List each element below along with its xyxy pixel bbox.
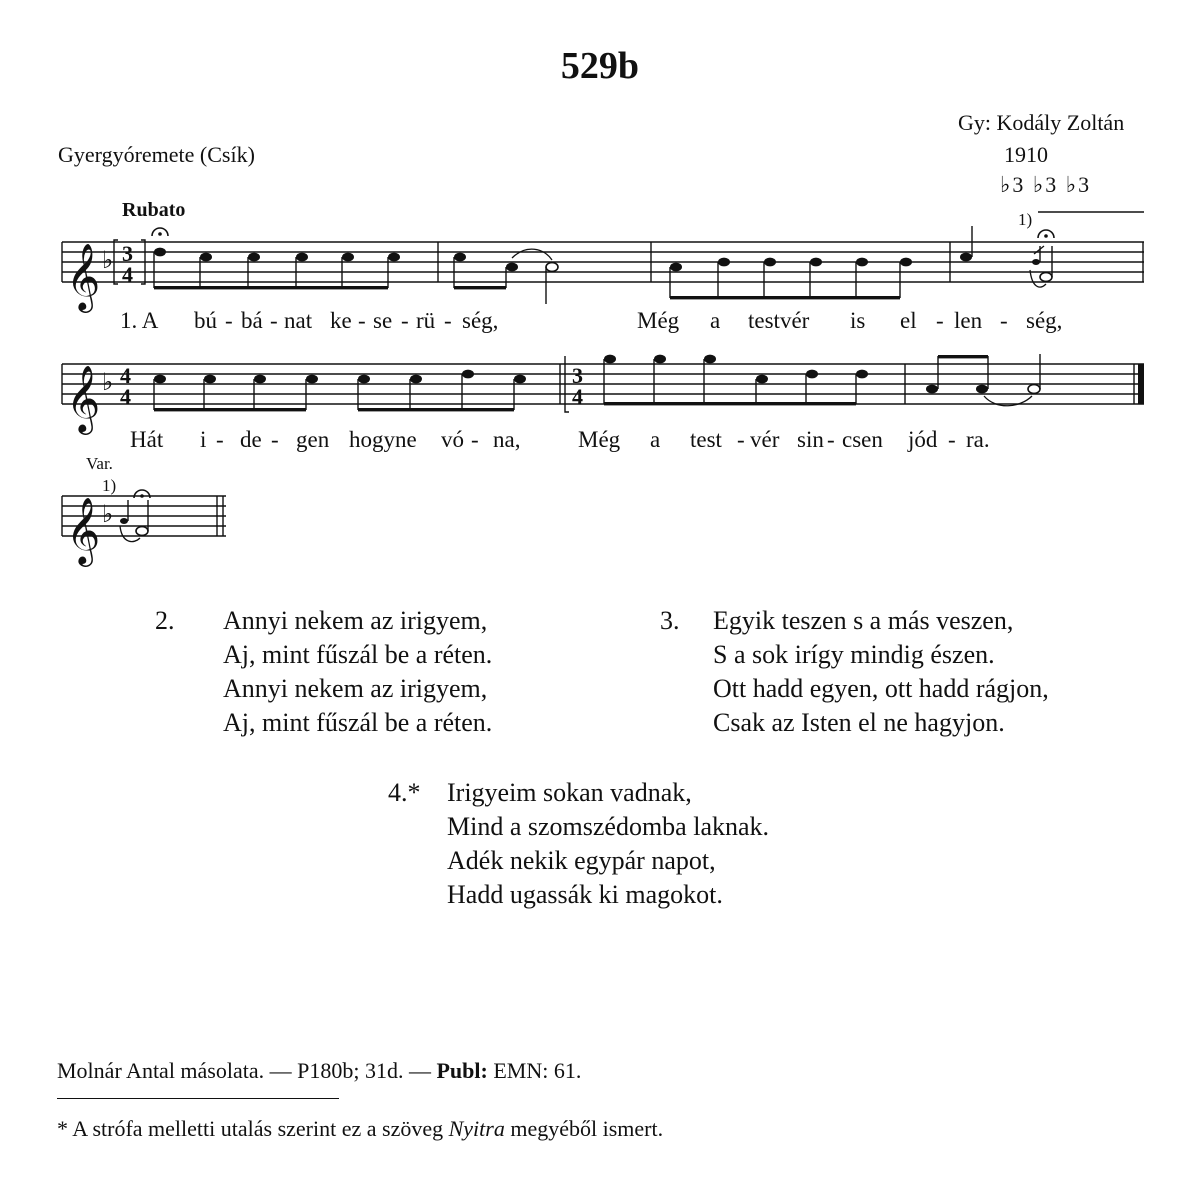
lyric-syllable: rü [416, 308, 436, 333]
footnote-divider [57, 1098, 339, 1099]
stanza-number: 3. [660, 606, 680, 635]
stanza-line: Adék nekik egypár napot, [447, 846, 716, 875]
lyric-syllable: ség, [1026, 308, 1063, 333]
lyric-syllable: Hát [130, 427, 164, 452]
lyric-syllable: nat [284, 308, 313, 333]
svg-text:♭: ♭ [102, 500, 114, 528]
lyric-syllable: sin [797, 427, 824, 452]
lyric-syllable: el [900, 308, 917, 333]
lyric-syllable: test [690, 427, 722, 452]
place-label: Gyergyóremete (Csík) [58, 142, 255, 167]
lyric-hyphen: - [270, 308, 278, 333]
lyric-syllable: gen [296, 427, 330, 452]
lyric-syllable: len [954, 308, 983, 333]
stanza-line: Aj, mint fűszál be a réten. [223, 640, 493, 669]
lyric-syllable: csen [842, 427, 883, 452]
lyric-hyphen: - [216, 427, 224, 452]
lyric-syllable: a [710, 308, 721, 333]
lyric-syllable: ra. [966, 427, 990, 452]
lyric-syllable: de [240, 427, 262, 452]
svg-text:4: 4 [120, 363, 131, 388]
svg-text:3: 3 [122, 241, 133, 266]
footnote-ref: 1) [1018, 210, 1033, 229]
lyric-hyphen: - [358, 308, 366, 333]
svg-text:3: 3 [572, 363, 583, 388]
svg-text:4: 4 [572, 384, 583, 409]
svg-text:𝄞: 𝄞 [66, 496, 101, 564]
stanza-line: S a sok irígy mindig észen. [713, 640, 995, 669]
footnote [57, 1116, 663, 1142]
lyric-hyphen: - [936, 308, 944, 333]
publ-label: Publ: [436, 1058, 488, 1083]
footnote-italic: Nyitra [448, 1116, 505, 1141]
tempo-label: Rubato [122, 199, 186, 221]
lyric-syllable: testvér [748, 308, 810, 333]
lyric-syllable: ke [330, 308, 352, 333]
stanza-line: Aj, mint fűszál be a réten. [223, 708, 493, 737]
svg-text:♭: ♭ [102, 246, 114, 274]
lyric-hyphen: - [271, 427, 279, 452]
collector-label: Gy: Kodály Zoltán [958, 110, 1125, 135]
lyric-hyphen: - [401, 308, 409, 333]
stanza-line: Ott hadd egyen, ott hadd rágjon, [713, 674, 1049, 703]
footnote-mark: * [57, 1116, 68, 1141]
stanza-line: Csak az Isten el ne hagyjon. [713, 708, 1005, 737]
svg-text:♭: ♭ [102, 368, 114, 396]
lyric-syllable: na, [493, 427, 521, 452]
stanza-3 [713, 604, 1049, 740]
source-text: Molnár Antal másolata. — P180b; 31d. — [57, 1058, 437, 1083]
lyric-syllable: se [373, 308, 393, 333]
lyric-syllable: bá [241, 308, 263, 333]
lyric-syllable: a [650, 427, 661, 452]
stanza-number: 4.* [388, 778, 421, 807]
stanza-line: Hadd ugassák ki magokot. [447, 880, 723, 909]
stanza-2 [223, 604, 492, 740]
lyric-syllable: is [850, 308, 866, 333]
lyric-hyphen: - [471, 427, 479, 452]
footnote-text: A strófa melletti utalás szerint ez a szöveg [68, 1116, 449, 1141]
variant-ref: 1) [102, 476, 117, 495]
lyric-syllable: Még [578, 427, 621, 452]
stanza-line: Egyik teszen s a más veszen, [713, 606, 1014, 635]
lyric-hyphen: - [948, 427, 956, 452]
publ-value: EMN: 61. [487, 1058, 582, 1083]
lyric-syllable: jód [908, 427, 938, 452]
scale-mark: ♭3 ♭3 ♭3 [1000, 172, 1092, 197]
lyric-syllable: vér [750, 427, 780, 452]
stanza-line: Annyi nekem az irigyem, [223, 674, 488, 703]
lyric-syllable: i [200, 427, 207, 452]
stanza-line: Irigyeim sokan vadnak, [447, 778, 692, 807]
lyric-syllable: bú [194, 308, 217, 333]
lyric-syllable: Még [637, 308, 680, 333]
lyric-hyphen: - [444, 308, 452, 333]
stanza-line: Mind a szomszédomba laknak. [447, 812, 770, 841]
svg-text:4: 4 [122, 262, 133, 287]
stanza-4 [447, 776, 769, 912]
svg-text:𝄞: 𝄞 [66, 364, 101, 432]
source-note [57, 1058, 581, 1084]
year-label: 1910 [1004, 142, 1048, 167]
lyric-hyphen: - [225, 308, 233, 333]
lyric-syllable: hogyne [349, 427, 417, 452]
lyric-hyphen: - [737, 427, 745, 452]
variant-label: Var. [86, 454, 113, 473]
stanza-number: 2. [155, 606, 175, 635]
stanza-line: Annyi nekem az irigyem, [223, 606, 488, 635]
lyric-syllable: vó [441, 427, 464, 452]
svg-text:𝄞: 𝄞 [66, 242, 101, 310]
lyric-hyphen: - [827, 427, 835, 452]
lyric-syllable: 1. A [120, 308, 159, 333]
footnote-text-end: megyéből ismert. [504, 1116, 664, 1141]
svg-text:4: 4 [120, 384, 131, 409]
lyric-hyphen: - [1000, 308, 1008, 333]
lyric-syllable: ség, [462, 308, 499, 333]
song-number: 529b [560, 45, 640, 87]
